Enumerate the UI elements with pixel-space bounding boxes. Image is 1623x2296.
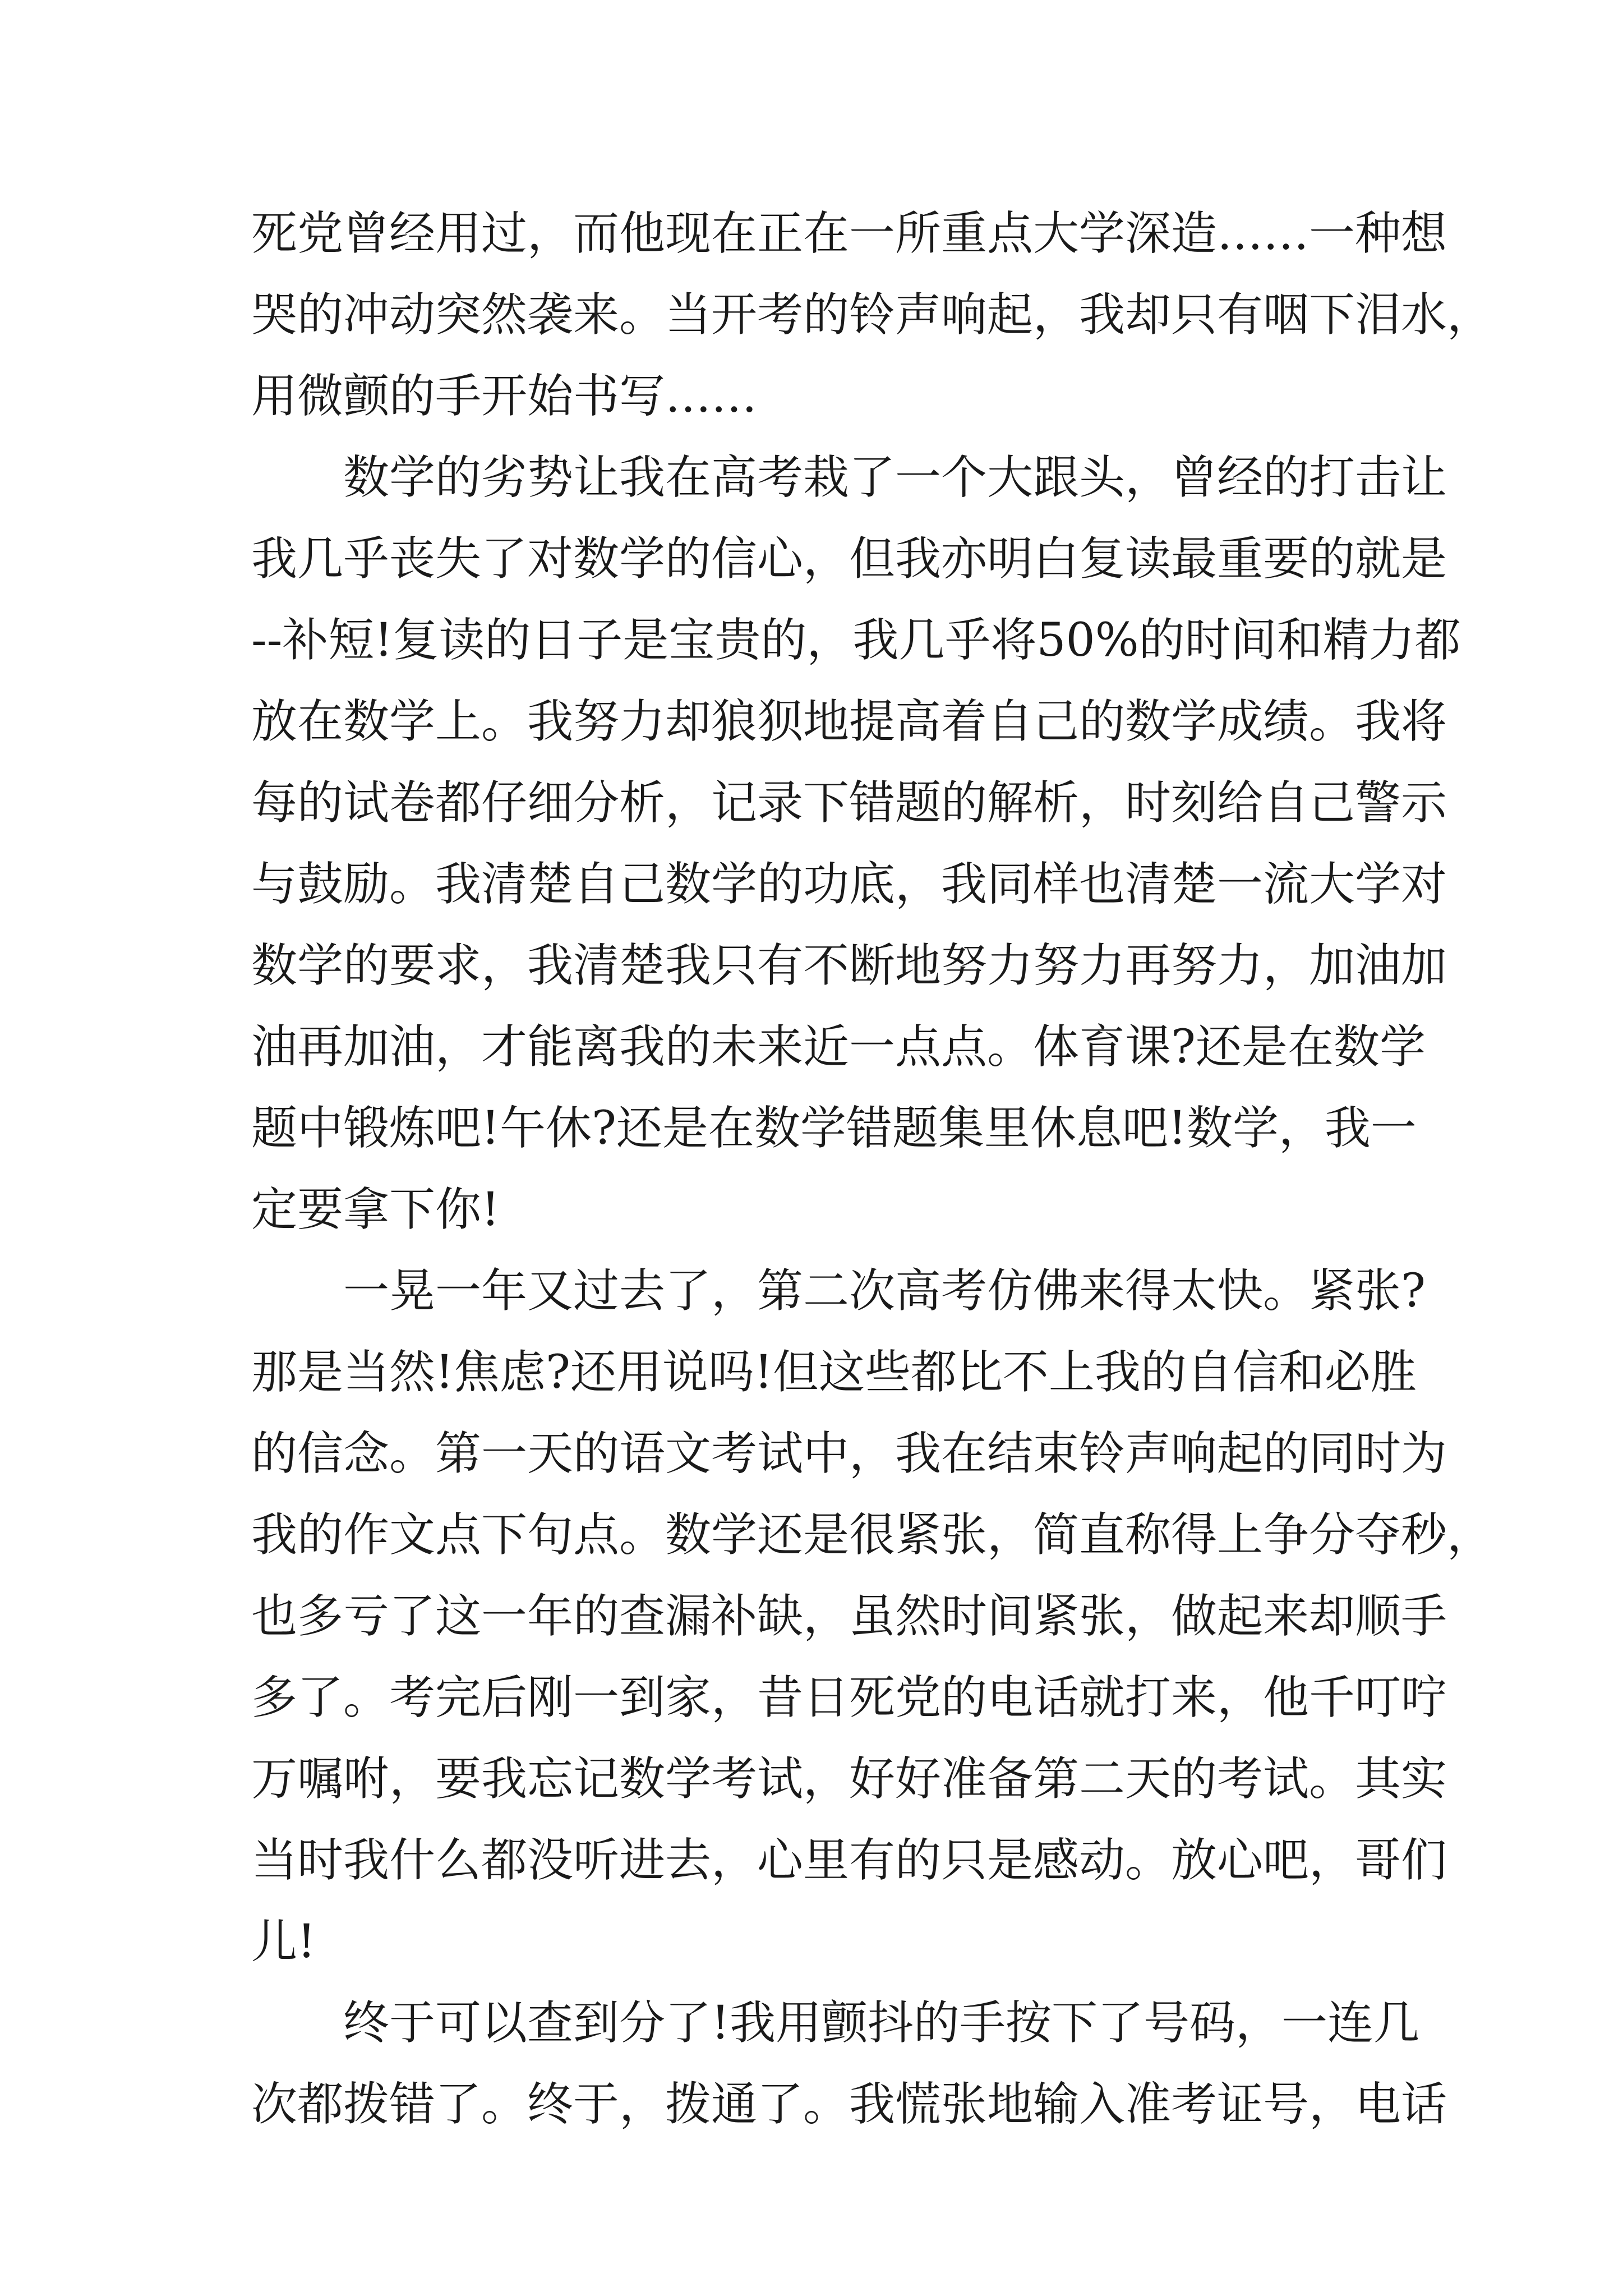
text-line: 我的作文点下句点。数学还是很紧张，简直称得上争分夺秒， <box>251 1508 1493 1562</box>
text-line: 万嘱咐，要我忘记数学考试，好好准备第二天的考试。其实 <box>251 1752 1447 1806</box>
text-line: --补短!复读的日子是宝贵的，我几乎将50%的时间和精力都 <box>251 614 1461 667</box>
text-line: 每的试卷都仔细分析，记录下错题的解析，时刻给自己警示 <box>251 776 1447 830</box>
text-line: 的信念。第一天的语文考试中，我在结束铃声响起的同时为 <box>251 1427 1447 1480</box>
document-body <box>251 193 1493 2145</box>
text-line: 儿! <box>251 1915 316 1968</box>
text-line: 也多亏了这一年的查漏补缺，虽然时间紧张，做起来却顺手 <box>251 1590 1447 1643</box>
text-line: 与鼓励。我清楚自己数学的功底，我同样也清楚一流大学对 <box>251 858 1447 911</box>
paragraph-first-line: 数学的劣势让我在高考栽了一个大跟头，曾经的打击让 <box>343 451 1447 504</box>
text-line: 多了。考完后刚一到家，昔日死党的电话就打来，他千叮咛 <box>251 1671 1447 1724</box>
text-line: 放在数学上。我努力却狼狈地提高着自己的数学成绩。我将 <box>251 695 1447 748</box>
text-line: 当时我什么都没听进去，心里有的只是感动。放心吧，哥们 <box>251 1834 1447 1887</box>
text-line: 定要拿下你! <box>251 1183 500 1236</box>
text-line: 哭的冲动突然袭来。当开考的铃声响起，我却只有咽下泪水， <box>251 288 1493 342</box>
text-line: 数学的要求，我清楚我只有不断地努力努力再努力，加油加 <box>251 939 1447 992</box>
text-line: 那是当然!焦虑?还用说吗!但这些都比不上我的自信和必胜 <box>251 1346 1417 1399</box>
text-line: 题中锻炼吧!午休?还是在数学错题集里休息吧!数学，我一 <box>251 1102 1417 1155</box>
text-line: 用微颤的手开始书写…… <box>251 370 758 423</box>
text-line: 油再加油，才能离我的未来近一点点。体育课?还是在数学 <box>251 1020 1426 1074</box>
paragraph-first-line: 终于可以查到分了!我用颤抖的手按下了号码，一连几 <box>343 1996 1419 2050</box>
text-line: 我几乎丧失了对数学的信心，但我亦明白复读最重要的就是 <box>251 532 1447 586</box>
paragraph-first-line: 一晃一年又过去了，第二次高考仿佛来得太快。紧张? <box>343 1264 1426 1318</box>
text-line: 次都拨错了。终于，拨通了。我慌张地输入准考证号，电话 <box>251 2078 1447 2131</box>
text-line: 死党曾经用过，而他现在正在一所重点大学深造……一种想 <box>251 207 1447 260</box>
